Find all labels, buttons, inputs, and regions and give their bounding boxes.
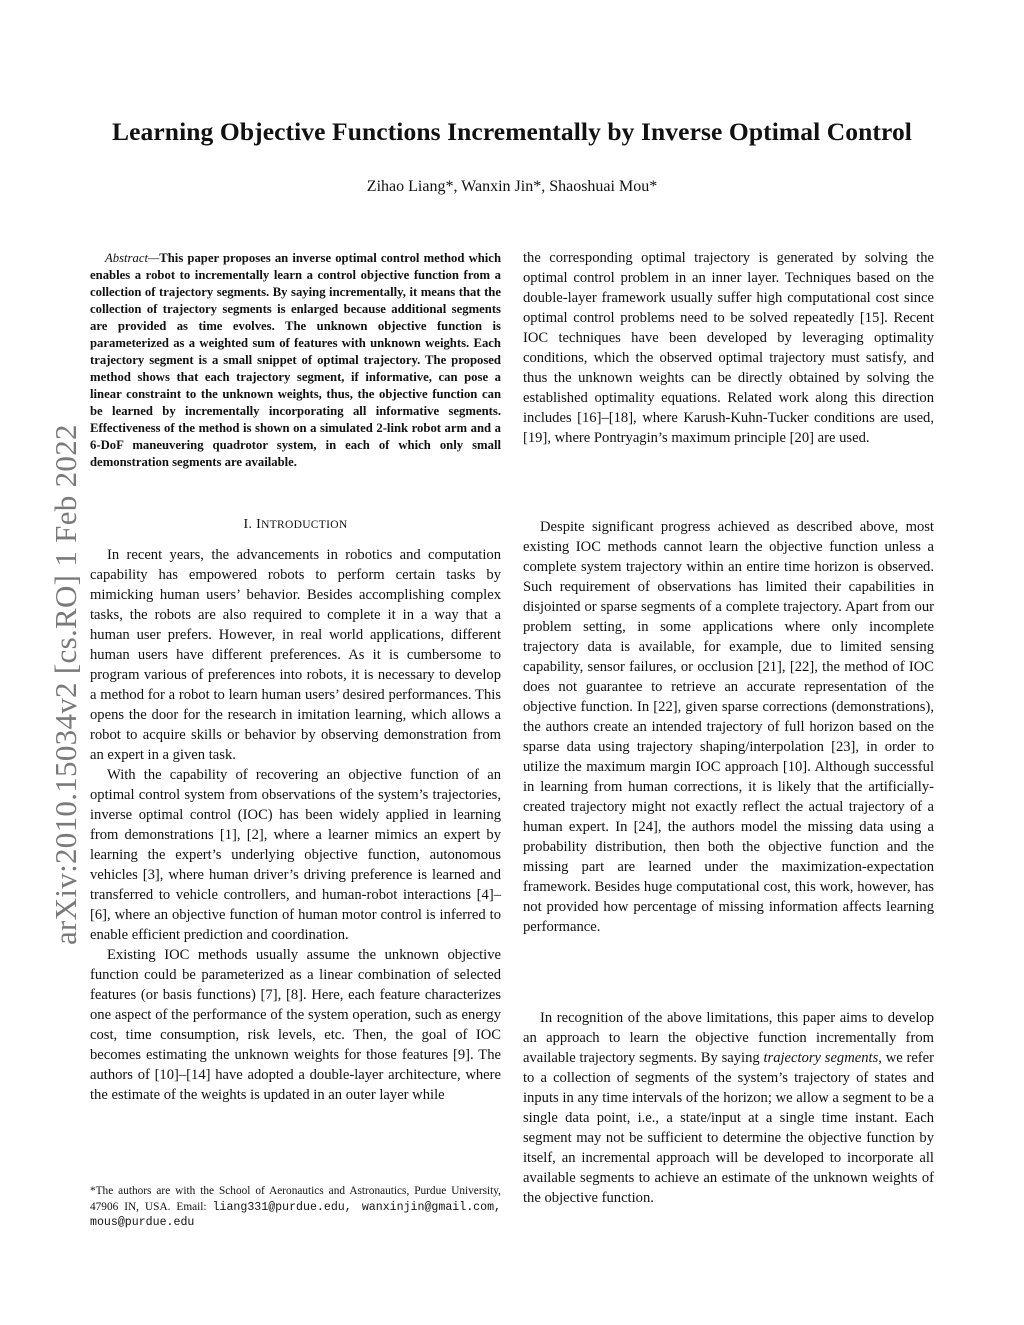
abstract — [90, 250, 501, 471]
section-title-initial: I — [256, 517, 262, 532]
section-numeral: I. — [243, 517, 257, 532]
footnote-text: *The authors are with the School of Aeronautics and Astronautics, Purdue University, 47906 IN, USA. Email: — [90, 1185, 501, 1213]
intro-paragraph-2: With the capability of recovering an objective function of an optimal control system from observations of the system’s trajectories, inverse optimal control (IOC) has been widely applied in learning from demonstrations [1], [2], where a learner mimics an expert by learning the expert’s underlying objective function, autonomous vehicles [3], where human driver’s driving preference is learned and transferred to vehicle controllers, and human-robot interactions [4]–[6], where an objective function of human motor control is inferred to enable efficient prediction and coordination. — [90, 767, 501, 943]
right-column-paragraph-2 — [523, 517, 934, 937]
footnote-emails: liang331@purdue.edu, wanxinjin@gmail.com, mous@purdue.edu — [90, 1200, 501, 1229]
intro-paragraph-3: Existing IOC methods usually assume the unknown objective function could be parameterized as a linear combination of selected features (or basis functions) [7], [8]. Here, each feature characterizes one aspect of the performance of the system operation, such as energy cost, time consumption, risk levels, etc. Then, the goal of IOC becomes estimating the unknown weights for those features [9]. The authors of [10]–[14] have adopted a double-layer architecture, where the estimate of the weights is updated in an outer layer while — [90, 947, 501, 1103]
abstract-text: This paper proposes an inverse optimal control method which enables a robot to incrementally learn a control objective function from a collection of trajectory segments. By saying incrementally, it means that the collection of trajectory segments is enlarged because additional segments are provided as time evolves. The unknown objective function is parameterized as a weighted sum of features with unknown weights. Each trajectory segment is a small snippet of optimal trajectory. The proposed method shows that each trajectory segment, if informative, can pose a linear constraint to the unknown weights, thus, the objective function can be learned by incrementally incorporating all informative segments. Effectiveness of the method is shown on a simulated 2-link robot arm and a 6-DoF maneuvering quadrotor system, in each of which only small demonstration segments are available. — [90, 251, 501, 469]
paper-title: Learning Objective Functions Incrementally by Inverse Optimal Control — [112, 117, 912, 146]
author-footnote — [90, 1184, 501, 1231]
term-trajectory-segments: trajectory segments — [763, 1050, 879, 1066]
section-heading-introduction — [90, 517, 501, 533]
intro-left-column — [90, 545, 501, 1105]
author-list: Zihao Liang*, Wanxin Jin*, Shaoshuai Mou* — [366, 178, 658, 195]
section-title-rest: NTRODUCTION — [261, 519, 348, 531]
right-column-continuation — [523, 248, 934, 448]
arxiv-stamp — [0, 0, 83, 1325]
abstract-lead: Abstract— — [105, 251, 160, 265]
arxiv-stamp-text: arXiv:2010.15034v2 [cs.RO] 1 Feb 2022 — [48, 424, 83, 945]
right-column-paragraph-3 — [523, 1008, 934, 1208]
intro-paragraph-3-continued: the corresponding optimal trajectory is generated by solving the optimal control problem in an inner layer. Techniques based on the double-layer framework usually suffer high computational cost since optimal control problems need to be solved repeatedly [15]. Recent IOC techniques have been developed by leveraging optimality conditions, which the observed optimal trajectory must satisfy, and thus the unknown weights can be directly obtained by solving the established optimality equations. Related work along this direction includes [16]–[18], where Karush-Kuhn-Tucker conditions are used, [19], where Pontryagin’s maximum principle [20] are used. — [523, 250, 934, 446]
intro-paragraph-5-a: In recognition of the above limitations, this paper aims to develop an approach to learn the objective function incrementally from available trajectory segments. By saying — [523, 1010, 934, 1066]
intro-paragraph-5-b: , we refer to a collection of segments of the system’s trajectory of states and inputs in any time intervals of the horizon; we allow a segment to be a single data point, i.e., a state/input at a single time instant. Each segment may not be sufficient to determine the objective function by itself, an incremental approach will be developed to incorporate all available segments to achieve an estimate of the unknown weights of the objective function. — [523, 1050, 934, 1206]
intro-paragraph-1: In recent years, the advancements in robotics and computation capability has empowered robots to perform certain tasks by mimicking human users’ behavior. Besides accomplishing complex tasks, the robots are also required to complete it in a way that a human user prefers. However, in real world applications, different human users have different preferences. As it is cumbersome to program various of preferences into robots, it is necessary to develop a method for a robot to learn human users’ desired performances. This opens the door for the research in imitation learning, which allows a robot to acquire skills or behavior by observing demonstration from an expert in a given task. — [90, 547, 501, 763]
intro-paragraph-5 — [523, 1008, 934, 1208]
intro-paragraph-4: Despite significant progress achieved as described above, most existing IOC methods cannot learn the objective function unless a complete system trajectory within an entire time horizon is observed. Such requirement of observations has limited their capabilities in disjointed or sparse segments of a complete trajectory. Apart from our problem setting, in some applications where only incomplete trajectory data is available, for example, due to limited sensing capability, sensor failures, or occlusion [21], [22], the method of IOC does not guarantee to retrieve an accurate representation of the objective function. In [22], given sparse corrections (demonstrations), the authors create an intended trajectory of full horizon based on the sparse data using trajectory shaping/interpolation [23], in order to utilize the maximum margin IOC approach [10]. Although successful in learning from human corrections, it is likely that the artificially-created trajectory might not exactly reflect the actual trajectory of a human expert. In [24], the authors model the missing data using a probability distribution, then both the objective function and the missing part are learned under the maximization-expectation framework. Besides huge computational cost, this work, however, has not provided how percentage of missing information affects learning performance. — [523, 519, 934, 935]
